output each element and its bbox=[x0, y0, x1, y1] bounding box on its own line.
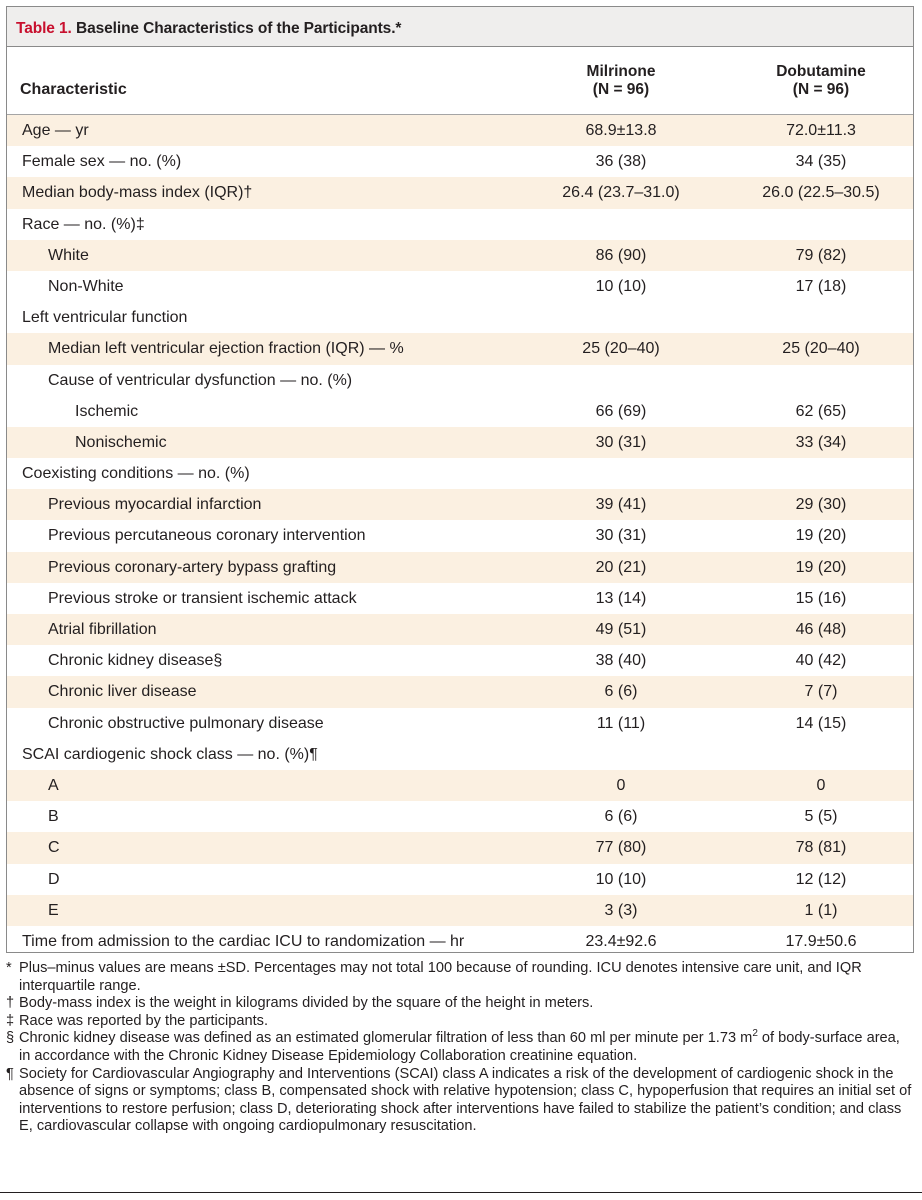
footnote-text: Society for Cardiovascular Angiography and Interventions (SCAI) class A indicates a risk of the development of cardiogenic shock in the absence of signs or symptoms; class B, compensated shock with relative hypotension; class C, hypoperfusion that requires an initial set of interventions to restore perfusion; class D, deteriorating shock after interventions have failed to stabilize the patient’s condition; and class E, cardiovascular collapse with ongoing cardiopulmonary resuscitation. bbox=[19, 1065, 912, 1135]
header-milrinone-name: Milrinone bbox=[586, 63, 656, 80]
table-frame bbox=[6, 6, 914, 953]
footnote bbox=[6, 960, 914, 995]
table-row bbox=[7, 365, 913, 396]
row-label: Previous coronary-artery bypass grafting bbox=[48, 558, 337, 576]
table-row bbox=[7, 489, 913, 520]
row-label: Non-White bbox=[48, 277, 124, 295]
row-label: E bbox=[48, 901, 59, 919]
table-row bbox=[7, 271, 913, 302]
dobutamine-value: 46 (48) bbox=[795, 621, 847, 638]
dobutamine-value: 12 (12) bbox=[795, 870, 847, 888]
table-row bbox=[7, 832, 913, 863]
table-row bbox=[7, 209, 913, 240]
dobutamine-value: 29 (30) bbox=[795, 496, 847, 514]
table-row bbox=[7, 177, 913, 208]
row-label: Chronic liver disease bbox=[48, 683, 197, 701]
row-label: Median body-mass index (IQR)† bbox=[22, 184, 253, 202]
header-milrinone bbox=[541, 63, 701, 99]
milrinone-value: 30 (31) bbox=[595, 433, 647, 451]
header-dobutamine-name: Dobutamine bbox=[776, 63, 866, 80]
table-row bbox=[7, 552, 913, 583]
dobutamine-value: 19 (20) bbox=[795, 527, 847, 545]
row-label: Left ventricular function bbox=[22, 309, 188, 327]
table-row bbox=[7, 458, 913, 489]
header-characteristic: Characteristic bbox=[20, 81, 127, 98]
footnote-text-cont: of body-surface area, in accordance with the Chronic Kidney Disease Epidemiology Collaboration creatinine equation. bbox=[19, 1030, 900, 1064]
milrinone-value: 39 (41) bbox=[595, 496, 647, 514]
dobutamine-value: 72.0±11.3 bbox=[786, 122, 856, 139]
dobutamine-value: 14 (15) bbox=[795, 714, 847, 732]
dobutamine-value: 25 (20–40) bbox=[782, 340, 860, 358]
milrinone-value: 77 (80) bbox=[595, 839, 647, 857]
milrinone-value: 6 (6) bbox=[604, 683, 638, 701]
table-row bbox=[7, 333, 913, 364]
footnote-mark: ‡ bbox=[6, 1012, 15, 1029]
footnote-mark: ¶ bbox=[6, 1065, 14, 1082]
table-row bbox=[7, 146, 913, 177]
footnote-superscript: 2 bbox=[752, 1028, 758, 1040]
header-dobutamine-n: (N = 96) bbox=[792, 81, 850, 98]
milrinone-value: 68.9±13.8 bbox=[585, 122, 657, 139]
row-label: C bbox=[48, 839, 60, 857]
milrinone-value: 66 (69) bbox=[595, 402, 647, 420]
footnote bbox=[6, 1066, 914, 1136]
row-label: B bbox=[48, 808, 59, 826]
dobutamine-value: 0 bbox=[816, 776, 826, 794]
milrinone-value: 10 (10) bbox=[595, 870, 647, 888]
milrinone-value: 6 (6) bbox=[604, 808, 638, 826]
table-row bbox=[7, 676, 913, 707]
table-number: Table 1. bbox=[16, 20, 72, 37]
row-label: Female sex — no. (%) bbox=[22, 153, 182, 171]
milrinone-value: 23.4±92.6 bbox=[585, 932, 657, 950]
footnote bbox=[6, 995, 914, 1013]
row-label: Nonischemic bbox=[75, 433, 167, 451]
dobutamine-value: 15 (16) bbox=[795, 589, 847, 607]
table-row bbox=[7, 240, 913, 271]
table-row bbox=[7, 645, 913, 676]
footnote-mark: † bbox=[6, 995, 15, 1012]
table-row bbox=[7, 739, 913, 770]
bottom-rule bbox=[0, 1192, 922, 1193]
table-row bbox=[7, 864, 913, 895]
dobutamine-value: 78 (81) bbox=[795, 839, 847, 857]
milrinone-value: 11 (11) bbox=[596, 714, 646, 732]
milrinone-value: 0 bbox=[616, 776, 626, 794]
milrinone-value: 25 (20–40) bbox=[582, 340, 660, 358]
dobutamine-value: 1 (1) bbox=[804, 901, 838, 919]
table-row bbox=[7, 614, 913, 645]
milrinone-value: 38 (40) bbox=[595, 652, 647, 670]
table-row bbox=[7, 895, 913, 926]
row-label: Atrial fibrillation bbox=[48, 621, 157, 638]
header-dobutamine bbox=[741, 63, 901, 99]
row-label: Time from admission to the cardiac ICU to randomization — hr bbox=[22, 932, 465, 950]
row-label: Previous percutaneous coronary intervention bbox=[48, 527, 366, 545]
row-label: A bbox=[48, 776, 59, 794]
row-label: Age — yr bbox=[22, 122, 89, 139]
dobutamine-value: 26.0 (22.5–30.5) bbox=[762, 184, 880, 202]
milrinone-value: 20 (21) bbox=[595, 558, 647, 576]
footnotes bbox=[6, 960, 914, 1136]
footnote bbox=[6, 1030, 914, 1065]
table-row bbox=[7, 302, 913, 333]
dobutamine-value: 79 (82) bbox=[795, 246, 847, 264]
milrinone-value: 36 (38) bbox=[595, 153, 647, 171]
row-label: Median left ventricular ejection fraction (IQR) — % bbox=[48, 340, 404, 358]
milrinone-value: 10 (10) bbox=[595, 277, 647, 295]
row-label: Coexisting conditions — no. (%) bbox=[22, 465, 250, 483]
dobutamine-value: 62 (65) bbox=[795, 402, 847, 420]
table-row bbox=[7, 115, 913, 146]
table-row bbox=[7, 801, 913, 832]
dobutamine-value: 40 (42) bbox=[795, 652, 847, 670]
table-row bbox=[7, 926, 913, 957]
row-label: Ischemic bbox=[75, 402, 139, 420]
footnote bbox=[6, 1013, 914, 1031]
footnote-text: Body-mass index is the weight in kilograms divided by the square of the height in meters. bbox=[19, 995, 594, 1012]
row-label: Cause of ventricular dysfunction — no. (%) bbox=[48, 371, 353, 389]
milrinone-value: 13 (14) bbox=[595, 589, 647, 607]
dobutamine-value: 7 (7) bbox=[804, 683, 838, 701]
table-row bbox=[7, 770, 913, 801]
footnote-text: Race was reported by the participants. bbox=[19, 1012, 269, 1029]
table-row bbox=[7, 396, 913, 427]
table-title bbox=[7, 7, 913, 47]
header-milrinone-n: (N = 96) bbox=[592, 81, 650, 98]
row-label: SCAI cardiogenic shock class — no. (%)¶ bbox=[22, 745, 318, 763]
table-row bbox=[7, 708, 913, 739]
footnote-text: Chronic kidney disease was defined as an estimated glomerular filtration of less than 60 ml per minute per 1.73 m bbox=[19, 1030, 753, 1047]
table-header bbox=[7, 47, 913, 115]
table-row bbox=[7, 583, 913, 614]
dobutamine-value: 34 (35) bbox=[795, 153, 847, 171]
table-title-text: Baseline Characteristics of the Participants.* bbox=[76, 20, 402, 37]
dobutamine-value: 5 (5) bbox=[804, 808, 838, 826]
milrinone-value: 49 (51) bbox=[595, 621, 647, 638]
table-body bbox=[7, 115, 913, 957]
row-label: Previous myocardial infarction bbox=[48, 496, 262, 514]
dobutamine-value: 17.9±50.6 bbox=[785, 932, 857, 950]
milrinone-value: 30 (31) bbox=[595, 527, 647, 545]
milrinone-value: 26.4 (23.7–31.0) bbox=[562, 184, 680, 202]
row-label: White bbox=[48, 246, 89, 264]
row-label: Previous stroke or transient ischemic attack bbox=[48, 589, 357, 607]
footnote-mark: § bbox=[6, 1030, 15, 1047]
dobutamine-value: 19 (20) bbox=[795, 558, 847, 576]
table-row bbox=[7, 520, 913, 551]
milrinone-value: 3 (3) bbox=[604, 901, 638, 919]
milrinone-value: 86 (90) bbox=[595, 246, 647, 264]
row-label: D bbox=[48, 870, 60, 888]
row-label: Race — no. (%)‡ bbox=[22, 215, 145, 233]
dobutamine-value: 17 (18) bbox=[795, 277, 847, 295]
table-row bbox=[7, 427, 913, 458]
row-label: Chronic obstructive pulmonary disease bbox=[48, 714, 324, 732]
footnote-text: Plus–minus values are means ±SD. Percentages may not total 100 because of rounding. ICU denotes intensive care unit, and IQR interquartile range. bbox=[19, 960, 862, 994]
footnote-mark: * bbox=[6, 960, 12, 976]
dobutamine-value: 33 (34) bbox=[795, 433, 847, 451]
row-label: Chronic kidney disease§ bbox=[48, 652, 223, 670]
